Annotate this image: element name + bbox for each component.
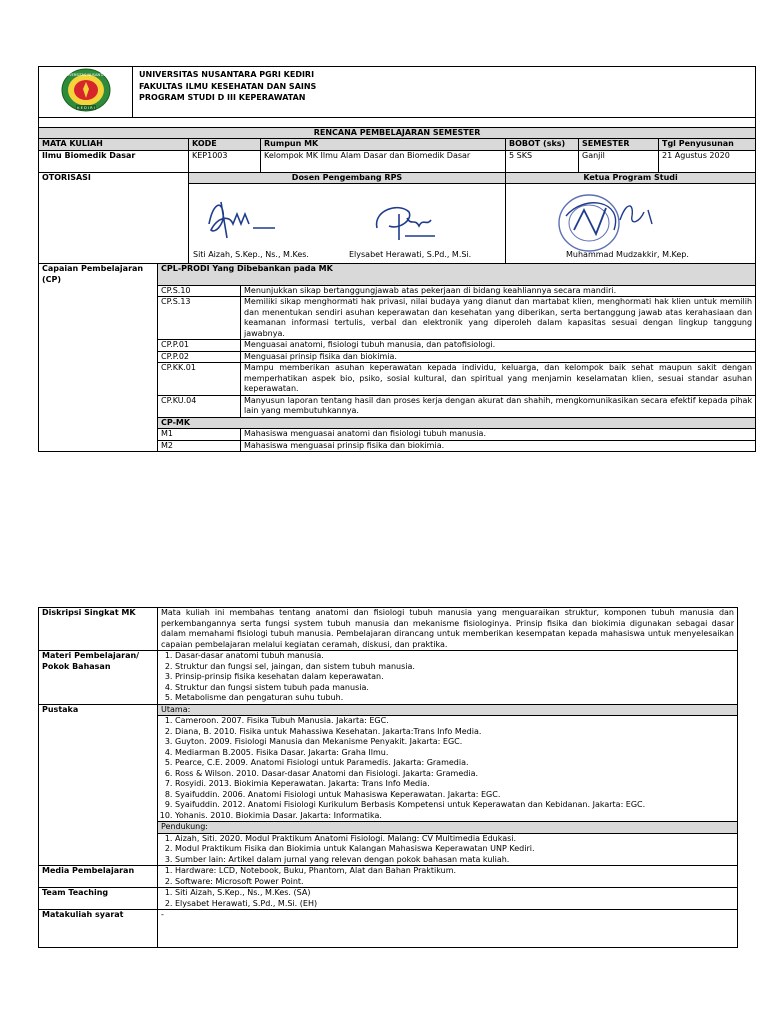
col-kode: KODE <box>189 139 261 151</box>
signature-elysabet-icon <box>369 196 439 246</box>
media-label: Media Pembelajaran <box>39 866 158 888</box>
cp-label-filler <box>39 395 158 417</box>
mk-code-2: M2 <box>158 440 241 452</box>
university-name: UNIVERSITAS NUSANTARA PGRI KEDIRI <box>139 70 315 79</box>
list-item: 4. Struktur dan fungsi sistem tubuh pada manusia. <box>175 683 734 694</box>
kaprodi-name: Muhammad Mudzakkir, M.Kep. <box>566 249 689 259</box>
cp-label-filler <box>39 351 158 363</box>
pendukung-heading: Pendukung: <box>158 822 738 834</box>
list-item: 6. Ross & Wilson. 2010. Dasar-dasar Anatomi dan Fisiologi. Jakarta: Gramedia. <box>175 769 734 780</box>
stamp-icon <box>554 190 624 256</box>
dosen-signatures <box>189 184 506 264</box>
list-item: 7. Rosyidi. 2013. Biokimia Keperawatan. Jakarta: Trans Info Media. <box>175 779 734 790</box>
list-item: 3. Guyton. 2009. Fisiologi Manusia dan Mekanisme Penyakit. Jakarta: EGC. <box>175 737 734 748</box>
col-rumpun: Rumpun MK <box>261 139 506 151</box>
faculty-name: FAKULTAS ILMU KESEHATAN DAN SAINS <box>139 81 317 91</box>
val-tgl: 21 Agustus 2020 <box>659 150 756 172</box>
utama-list-cell <box>158 716 738 822</box>
mk-code-1: M1 <box>158 429 241 441</box>
kaprodi-signature <box>506 184 756 264</box>
syarat-label: Matakuliah syarat <box>39 910 158 948</box>
cp-code-4: CP.P.02 <box>158 351 241 363</box>
list-item: 3. Prinsip-prinsip fisika kesehatan dalam keperawatan. <box>175 672 734 683</box>
deskripsi-label: Diskripsi Singkat MK <box>39 608 158 651</box>
list-item: 1. Dasar-dasar anatomi tubuh manusia. <box>175 651 734 662</box>
university-logo-icon <box>58 67 114 113</box>
list-item: 2. Struktur dan fungsi sel, jaingan, dan sistem tubuh manusia. <box>175 662 734 673</box>
col-semester: SEMESTER <box>579 139 659 151</box>
rps-detail-table <box>38 607 738 948</box>
utama-heading: Utama: <box>158 704 738 716</box>
cp-label-filler <box>39 429 158 441</box>
mk-text-1: Mahasiswa menguasai anatomi dan fisiologi tubuh manusia. <box>241 429 756 441</box>
cp-code-3: CP.P.01 <box>158 340 241 352</box>
logo-cell <box>39 67 133 118</box>
otorisasi-label: OTORISASI <box>39 172 189 264</box>
cp-text-5: Mampu memberikan asuhan keperawatan kepada individu, keluarga, dan kelompok baik sehat maupun sakit dengan memperhatikan aspek bio, psiko, sosial kultural, dan spiritual yang menjamin keselamatan klien, sesuai standar asuhan keperawatan. <box>241 363 756 396</box>
pendukung-list-cell <box>158 833 738 866</box>
cpl-prodi-heading: CPL-PRODI Yang Dibebankan pada MK <box>158 264 756 286</box>
team-list-cell <box>158 888 738 910</box>
mk-text-2: Mahasiswa menguasai prinsip fisika dan biokimia. <box>241 440 756 452</box>
cp-label-filler <box>39 417 158 429</box>
cp-text-1: Menunjukkan sikap bertanggungjawab atas pekerjaan di bidang keahliannya secara mandiri. <box>241 285 756 297</box>
spacer-row <box>39 117 756 127</box>
list-item: 5. Pearce, C.E. 2009. Anatomi Fisiologi untuk Paramedis. Jakarta: Gramedia. <box>175 758 734 769</box>
cp-label-filler <box>39 297 158 340</box>
list-item: 9. Syaifuddin. 2012. Anatomi Fisiologi Kurikulum Berbasis Kompetensi untuk Keperawatan dan Kebidanan. Jakarta: EGC. <box>175 800 734 811</box>
list-item: 5. Metabolisme dan pengaturan suhu tubuh. <box>175 693 734 704</box>
cp-text-4: Menguasai prinsip fisika dan biokimia. <box>241 351 756 363</box>
materi-label: Materi Pembelajaran/ Pokok Bahasan <box>39 651 158 705</box>
cp-label-filler <box>39 285 158 297</box>
media-list-cell <box>158 866 738 888</box>
list-item: 1. Aizah, Siti. 2020. Modul Praktikum Anatomi Fisiologi. Malang: CV Multimedia Edukasi. <box>175 834 734 845</box>
materi-list <box>161 651 734 704</box>
list-item: 1. Hardware: LCD, Notebook, Buku, Phantom, Alat dan Bahan Praktikum. <box>175 866 734 877</box>
svg-text:K E D I R I: K E D I R I <box>76 106 95 110</box>
cp-text-2: Memiliki sikap menghormati hak privasi, nilai budaya yang dianut dan martabat klien, menghormati hak klien untuk memilih dan menentukan sendiri asuhan keperawatan dan kesehatan yang diberikan, serta bertanggung jawab atas kerahasiaan dan keamanan informasi tertulis, verbal dan elektronik yang diperoleh dalam kapasitas sesuai dengan lingkup tanggung jawabnya. <box>241 297 756 340</box>
deskripsi-text: Mata kuliah ini membahas tentang anatomi dan fisiologi tubuh manusia yang menguaraikan struktur, komponen tubuh manusia dan perkembangannya serta fungsi system tubuh manusia dan mekanisme fisiologinya. Prinsip fisika dan biokimia digunakan sebagai dasar dalam memahami fisiologi tubuh manusia. Pembelajaran dirancang untuk memberikan kesempatan kepada mahasiswa untuk menyelesaikan capaian pembelajaran melalui kegiatan ceramah, diskusi, dan praktika. <box>158 608 738 651</box>
val-rumpun: Kelompok MK Ilmu Alam Dasar dan Biomedik Dasar <box>261 150 506 172</box>
dosen1-name: Siti Aizah, S.Kep., Ns., M.Kes. <box>193 249 309 259</box>
team-list <box>161 888 734 909</box>
list-item: 2. Modul Praktikum Fisika dan Biokimia untuk Kalangan Mahasiswa Keperawatan UNP Kediri. <box>175 844 734 855</box>
val-mata-kuliah: Ilmu Biomedik Dasar <box>39 150 189 172</box>
list-item: 8. Syaifuddin. 2006. Anatomi Fisiologi untuk Mahasiswa Keperawatan. Jakarta: EGC. <box>175 790 734 801</box>
cp-label: Capaian Pembelajaran (CP) <box>39 264 158 286</box>
signature-kaprodi-icon <box>616 200 656 230</box>
list-item: 1. Siti Aizah, S.Kep., Ns., M.Kes. (SA) <box>175 888 734 899</box>
col-tgl: Tgl Penyusunan <box>659 139 756 151</box>
val-bobot: 5 SKS <box>506 150 579 172</box>
list-item: 10. Yohanis. 2010. Biokimia Dasar. Jakarta: Informatika. <box>175 811 734 822</box>
cp-mk-heading: CP-MK <box>158 417 756 429</box>
syarat-value: - <box>158 910 738 948</box>
cp-text-3: Menguasai anatomi, fisiologi tubuh manusia, dan patofisiologi. <box>241 340 756 352</box>
cp-label-filler <box>39 440 158 452</box>
media-list <box>161 866 734 887</box>
col-mata-kuliah: MATA KULIAH <box>39 139 189 151</box>
val-kode: KEP1003 <box>189 150 261 172</box>
svg-text:UNIVERSITAS NUSANTARA: UNIVERSITAS NUSANTARA <box>62 73 109 77</box>
cp-code-1: CP.S.10 <box>158 285 241 297</box>
rps-header-table <box>38 66 756 452</box>
cp-code-2: CP.S.13 <box>158 297 241 340</box>
pendukung-list <box>161 834 734 866</box>
cp-code-6: CP.KU.04 <box>158 395 241 417</box>
kaprodi-label: Ketua Program Studi <box>506 172 756 184</box>
list-item: 2. Diana, B. 2010. Fisika untuk Mahassiwa Kesehatan. Jakarta:Trans Info Media. <box>175 727 734 738</box>
cp-label-filler <box>39 363 158 396</box>
pustaka-label: Pustaka <box>39 704 158 866</box>
program-name: PROGRAM STUDI D III KEPERAWATAN <box>139 93 306 102</box>
val-semester: Ganjil <box>579 150 659 172</box>
list-item: 1. Cameroon. 2007. Fisika Tubuh Manusia. Jakarta: EGC. <box>175 716 734 727</box>
cp-code-5: CP.KK.01 <box>158 363 241 396</box>
col-bobot: BOBOT (sks) <box>506 139 579 151</box>
list-item: 3. Sumber lain: Artikel dalam jurnal yang relevan dengan pokok bahasan mata kuliah. <box>175 855 734 866</box>
list-item: 2. Software: Microsoft Power Point. <box>175 877 734 888</box>
dosen-pengembang-label: Dosen Pengembang RPS <box>189 172 506 184</box>
materi-list-cell <box>158 651 738 705</box>
utama-list <box>161 716 734 821</box>
dosen2-name: Elysabet Herawati, S.Pd., M.Si. <box>349 249 472 259</box>
doc-title: RENCANA PEMBELAJARAN SEMESTER <box>39 127 756 139</box>
signature-siti-icon <box>203 194 278 242</box>
cp-label-filler <box>39 340 158 352</box>
cp-text-6: Manyusun laporan tentang hasil dan proses kerja dengan akurat dan shahih, mengkomunikasikan secara efektif kepada pihak lain yang membutuhkannya. <box>241 395 756 417</box>
team-label: Team Teaching <box>39 888 158 910</box>
list-item: 4. Mediarman B.2005. Fisika Dasar. Jakarta: Graha Ilmu. <box>175 748 734 759</box>
institution-header <box>133 67 756 118</box>
list-item: 2. Elysabet Herawati, S.Pd., M.Si. (EH) <box>175 899 734 910</box>
